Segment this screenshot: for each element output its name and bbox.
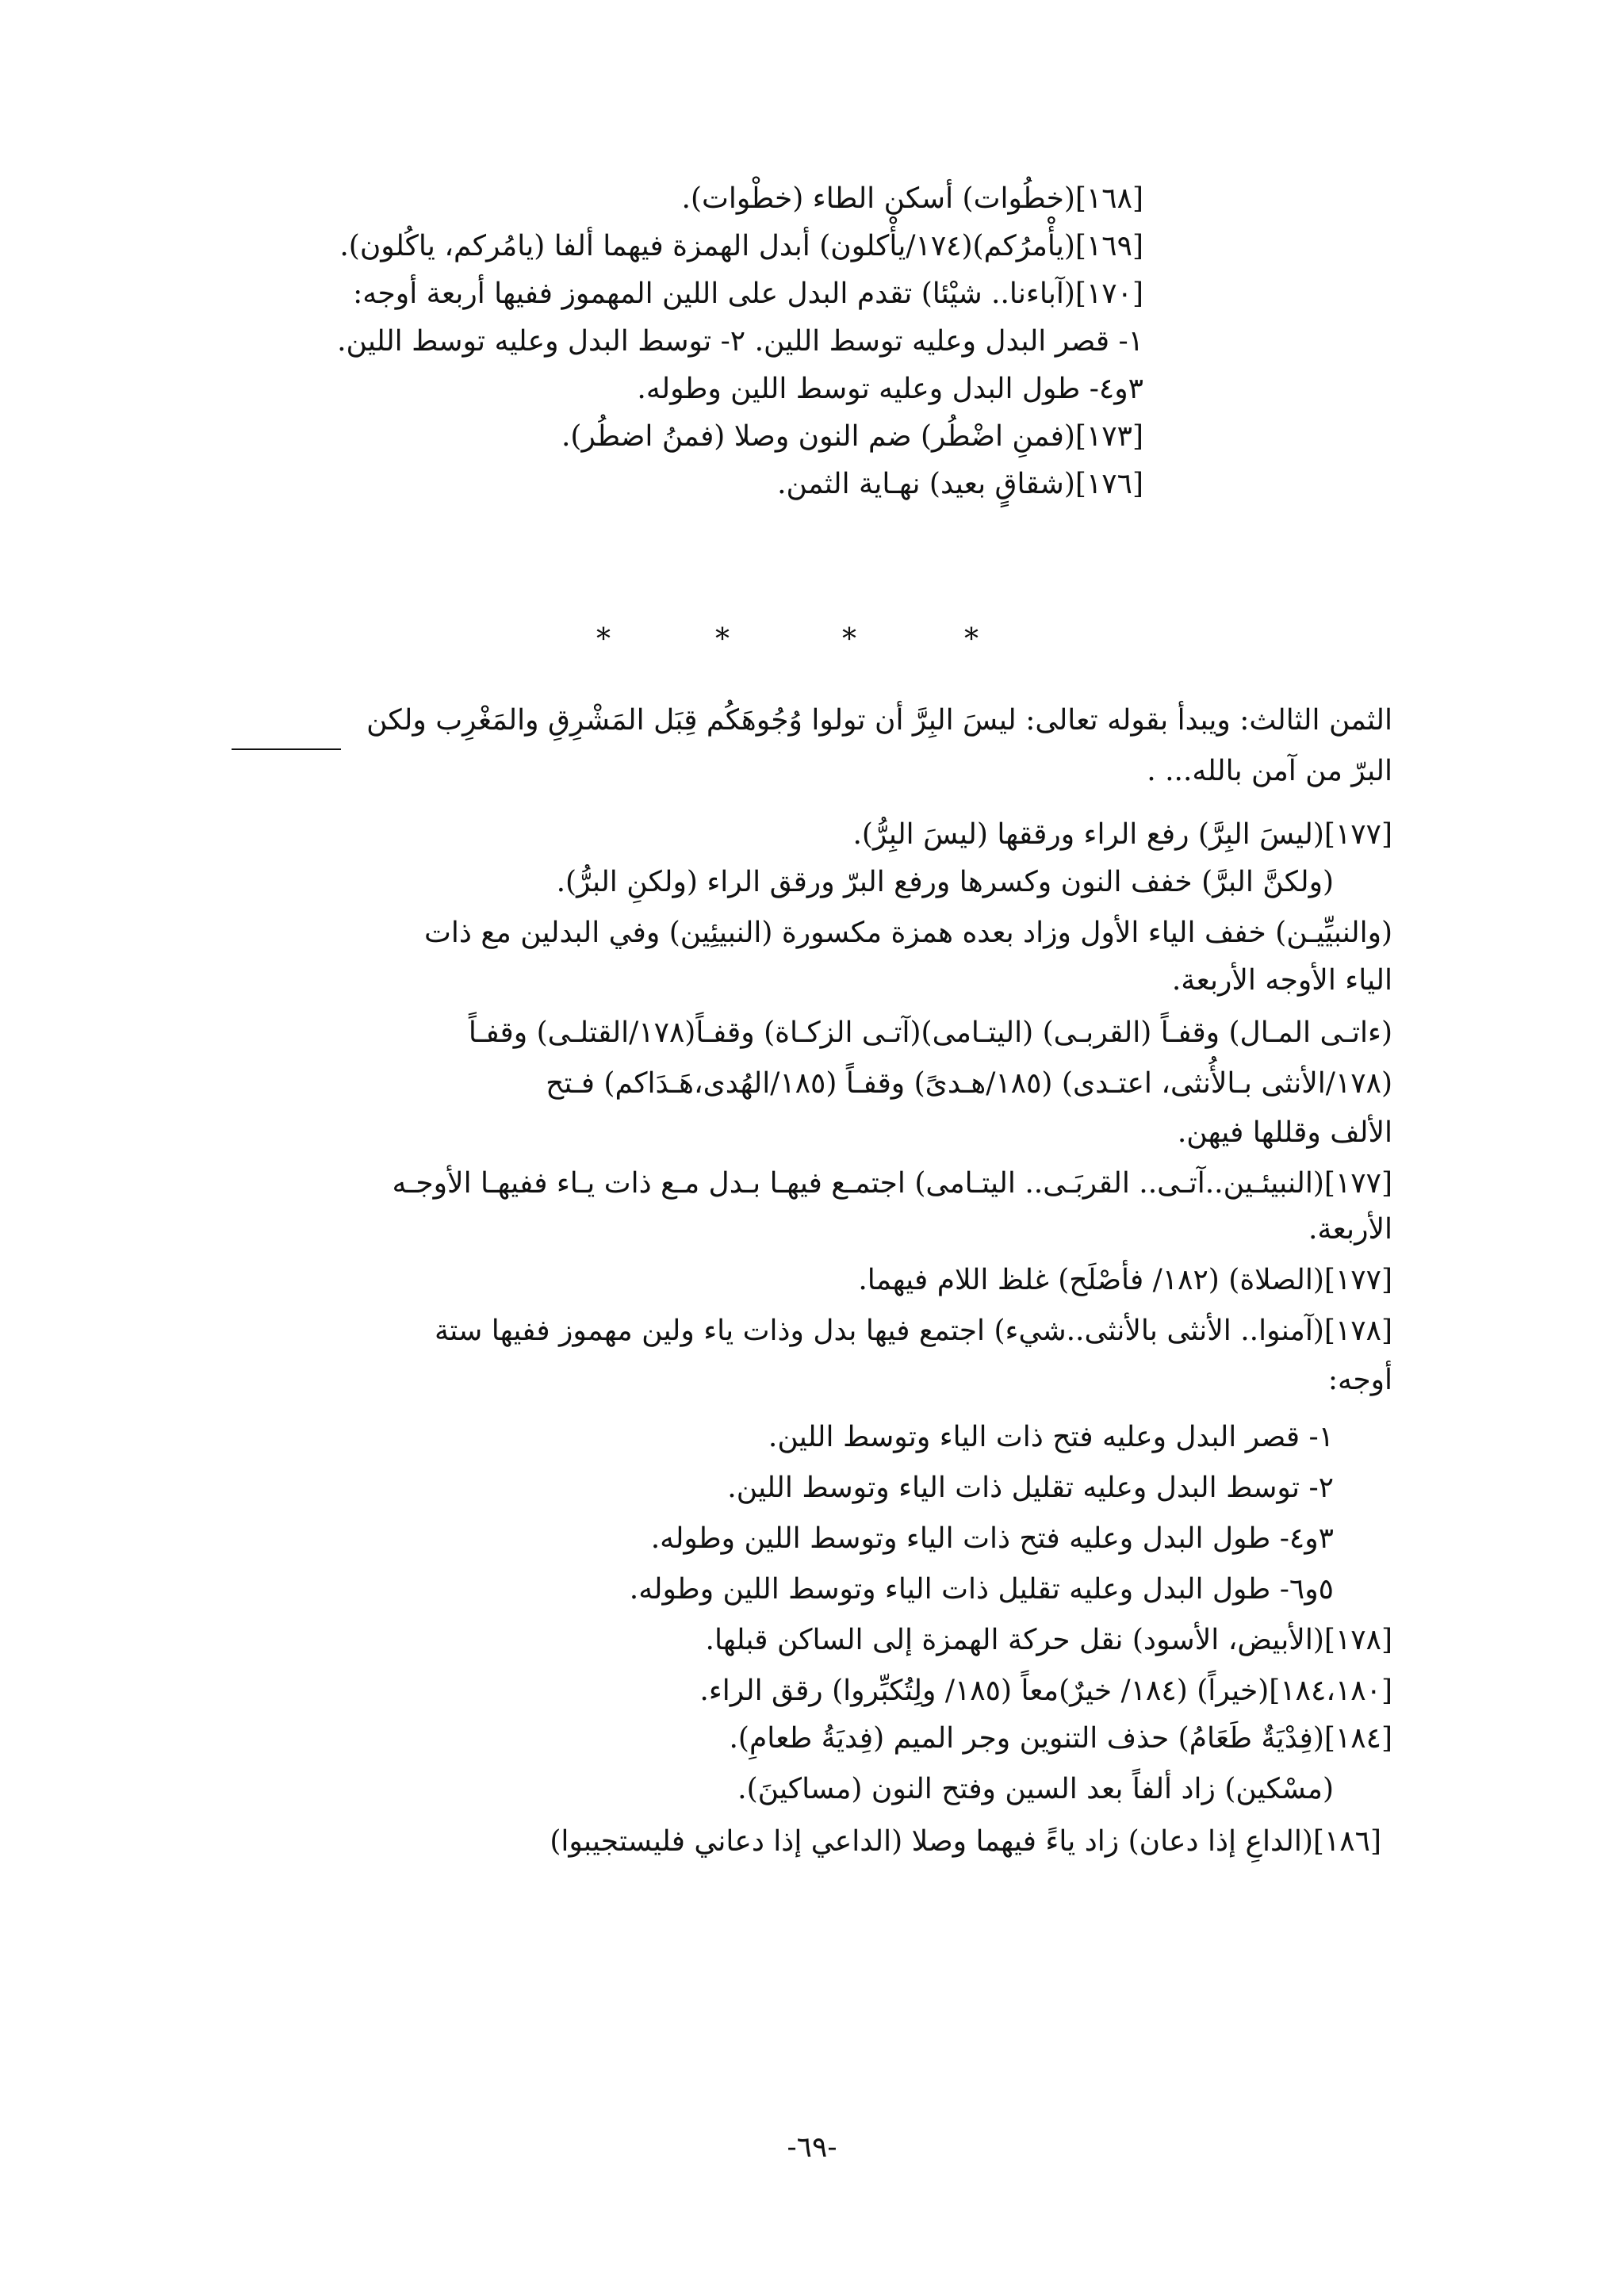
text-line: [١٧٨](آمنوا.. الأنثى بالأنثى..شيء) اجتمع فيها بدل وذات ياء ولين مهموز ففيها ستة [434, 1315, 1392, 1347]
text-line: [١٧٦](شقاقٍ بعيد) نهـاية الثمن. [777, 468, 1143, 500]
separator-star: * [596, 623, 611, 656]
text-line: [١٧٧](ليسَ البِرَّ) رفع الراء ورققها (ليسَ البِرُّ). [852, 818, 1392, 851]
text-line: (والنبيِّيـن) خفف الياء الأول وزاد بعده همزة مكسورة (النبيئِين) وفي البدلين مع ذات [423, 917, 1392, 949]
separator-star: * [964, 623, 979, 656]
text-line: [١٨٤](فِدْيَةٌ طَعَامُ) حذف التنوين وجر الميم (فِديَةُ طعامِ). [729, 1722, 1392, 1755]
separator-star: * [842, 623, 856, 656]
text-line: ٥و٦- طول البدل وعليه تقليل ذات الياء وتوسط اللين وطوله. [629, 1573, 1334, 1606]
page-number: -٦٩- [787, 2131, 837, 2164]
separator-star: * [715, 623, 730, 656]
text-line: الياء الأوجه الأربعة. [1171, 964, 1392, 997]
text-line: ٣و٤- طول البدل وعليه فتح ذات الياء وتوسط اللين وطوله. [650, 1522, 1334, 1555]
text-line: البرّ من آمن بالله... . [1147, 755, 1392, 787]
text-line: ٣و٤- طول البدل وعليه توسط اللين وطوله. [637, 373, 1143, 405]
heading-underline [232, 748, 341, 750]
text-line: [١٦٩](يأْمرُكم)(١٧٤/يأْكلون) أبدل الهمزة فيهما ألفا (يامُركم، ياكُلون). [339, 230, 1143, 262]
text-line: (ءاتـى المـال) وقفـاً (القربـى) (اليتـامى)(آتـى الزكـاة) وقفـاً(١٧٨/القتلـى) وقفـاً [468, 1016, 1392, 1049]
text-line: أوجه: [1327, 1364, 1392, 1396]
text-line: الألف وقللها فيهن. [1177, 1116, 1392, 1149]
text-line: (ولكنَّ البرَّ) خفف النون وكسرها ورفع البرّ ورقق الراء (ولكنِ البرُّ). [556, 866, 1334, 898]
text-line: (١٧٨/الأنثى بـالأُنثى، اعتـدى) (١٨٥/هـدىً) وقفـاً (١٨٥/الهُدى،هَـدَاكم) فـتح [546, 1067, 1392, 1100]
text-line: [١٧٨](الأبيض، الأسود) نقل حركة الهمزة إلى الساكن قبلها. [705, 1624, 1392, 1656]
section-separator [0, 623, 1624, 663]
text-line: [١٨٤،١٨٠](خيراً) (١٨٤/ خيرٌ)معاً (١٨٥/ ولِتُكبِّروا) رقق الراء. [699, 1675, 1392, 1707]
text-line: [١٧٧](الصلاة) (١٨٢/ فأصْلَح) غلظ اللام فيهما. [858, 1264, 1392, 1296]
text-line: [١٨٦](الداعِ إذا دعان) زاد ياءً فيهما وصلا (الداعي إذا دعاني فليستجيبوا) [550, 1825, 1381, 1858]
text-line: (مسْكين) زاد ألفاً بعد السين وفتح النون (مساكينَ). [737, 1773, 1334, 1805]
text-line: [١٧٠](آباءنا.. شيْئا) تقدم البدل على اللين المهموز ففيها أربعة أوجه: [353, 278, 1143, 310]
text-line: ١- قصر البدل وعليه توسط اللين. ٢- توسط البدل وعليه توسط اللين. [337, 325, 1143, 358]
text-line: الأربعة. [1308, 1213, 1392, 1246]
text-line: [١٧٧](النبيئـين..آتـى.. القربَـى.. اليتـامى) اجتمـع فيهـا بـدل مـع ذات يـاء ففيهـا الأوجـه [392, 1167, 1392, 1200]
section-heading-line: الثمن الثالث: ويبدأ بقوله تعالى: ليسَ البِرَّ أن تولوا وُجُوهَكُم قِبَل المَشْرِقِ والمَغْرِب ولكن [366, 704, 1392, 737]
text-line: [١٦٨](خطُوات) أسكن الطاء (خطْوات). [681, 182, 1143, 215]
text-line: ١- قصر البدل وعليه فتح ذات الياء وتوسط اللين. [768, 1421, 1334, 1453]
text-line: [١٧٣](فمنِ اضْطُر) ضم النون وصلا (فمنُ اضطُر). [561, 420, 1143, 453]
text-line: ٢- توسط البدل وعليه تقليل ذات الياء وتوسط اللين. [727, 1472, 1334, 1504]
